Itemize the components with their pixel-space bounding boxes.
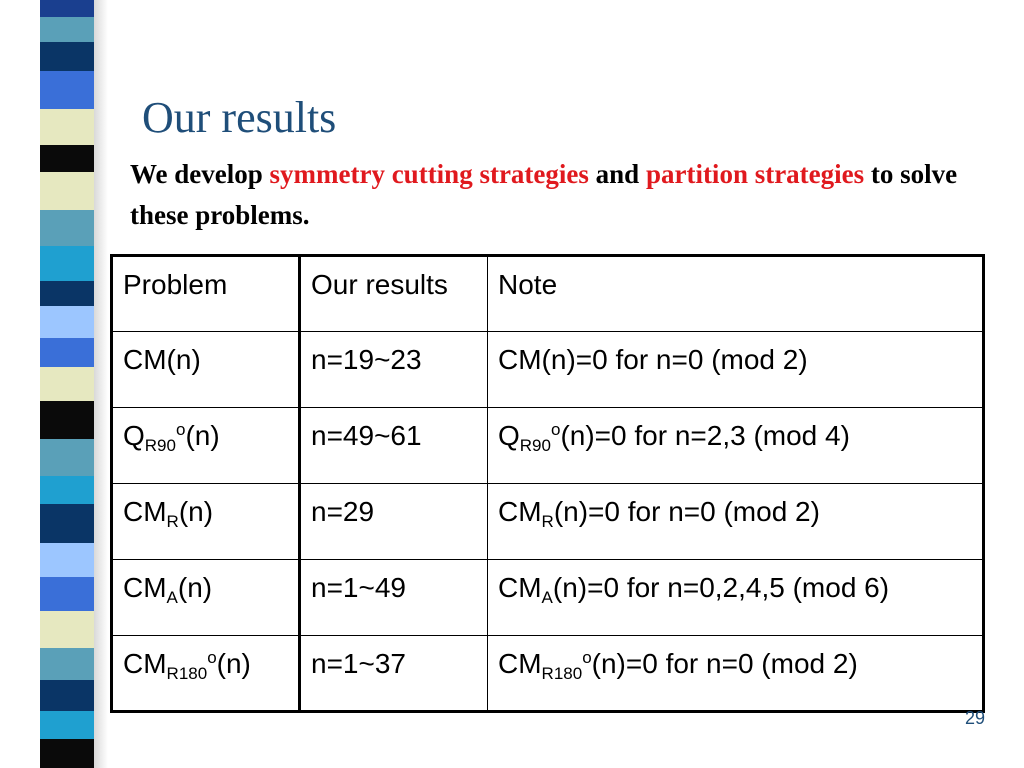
strip-block: [40, 577, 94, 611]
cell-note-sub: A: [541, 588, 553, 607]
cell-problem: [112, 332, 300, 408]
intro-highlight-2: partition strategies: [645, 159, 865, 189]
strip-block: [40, 680, 94, 711]
header-note: Note: [488, 256, 984, 332]
cell-note-base: CM(n)=0 for n=0 (mod 2): [498, 344, 808, 375]
cell-problem: [112, 484, 300, 560]
cell-problem-sub: R180: [166, 664, 208, 683]
cell-note-sub: R: [541, 512, 554, 531]
intro-paragraph: [130, 154, 960, 236]
strip-block: [40, 711, 94, 740]
strip-block: [40, 281, 94, 306]
cell-note-tail: (n)=0 for n=0 (mod 2): [553, 496, 820, 527]
strip-block: [40, 543, 94, 577]
cell-result: n=19~23: [300, 332, 488, 408]
table-row: [112, 560, 984, 636]
cell-note-sub: R90: [519, 436, 551, 455]
table-row: [112, 484, 984, 560]
cell-problem-base: Q: [123, 420, 145, 451]
decorative-strip: [0, 0, 108, 768]
slide-title: Our results: [142, 93, 337, 142]
strip-block: [40, 71, 94, 109]
header-our-results: Our results: [300, 256, 488, 332]
cell-note-tail: (n)=0 for n=0 (mod 2): [591, 648, 858, 679]
strip-block: [40, 401, 94, 439]
cell-problem: [112, 560, 300, 636]
cell-note-base: CM: [498, 496, 542, 527]
cell-problem-sub: A: [166, 588, 178, 607]
strip-block: [40, 367, 94, 401]
cell-problem-tail: (n): [185, 420, 220, 451]
table-header-row: [112, 256, 984, 332]
cell-note-tail: (n)=0 for n=0,2,4,5 (mod 6): [552, 572, 890, 603]
intro-text-3: to solve these problems.: [130, 159, 958, 230]
cell-problem-tail: (n): [216, 648, 251, 679]
cell-problem: [112, 408, 300, 484]
strip-block: [40, 0, 94, 17]
cell-problem-tail: (n): [178, 496, 214, 527]
table-row: [112, 636, 984, 712]
cell-note-sub: R180: [541, 664, 583, 683]
page-number: 29: [965, 708, 986, 728]
cell-problem-base: CM: [123, 572, 167, 603]
intro-text-1: We develop: [130, 159, 270, 189]
cell-problem-sup: o: [207, 648, 217, 667]
cell-note: [488, 560, 984, 636]
table-row: [112, 332, 984, 408]
cell-result: n=29: [300, 484, 488, 560]
cell-problem-sub: R: [166, 512, 179, 531]
strip-block: [40, 504, 94, 542]
cell-note-base: CM: [498, 572, 542, 603]
decorative-strip-blocks: [40, 0, 94, 768]
strip-block: [40, 172, 94, 210]
strip-block: [40, 476, 94, 505]
strip-block: [40, 306, 94, 338]
cell-problem: [112, 636, 300, 712]
header-problem: Problem: [112, 256, 300, 332]
strip-block: [40, 109, 94, 145]
cell-note-sup: o: [550, 420, 561, 439]
cell-note: [488, 332, 984, 408]
intro-text-2: and: [588, 159, 646, 189]
strip-block: [40, 611, 94, 647]
cell-problem-sup: o: [175, 420, 186, 439]
cell-problem-tail: (n): [177, 572, 213, 603]
table-row: [112, 408, 984, 484]
cell-note: [488, 636, 984, 712]
cell-problem-base: CM: [123, 496, 167, 527]
decorative-strip-shadow: [94, 0, 108, 768]
cell-note: [488, 408, 984, 484]
intro-highlight-1: symmetry cutting strategies: [269, 159, 589, 189]
results-table: [110, 254, 985, 713]
strip-block: [40, 17, 94, 42]
cell-problem-sub: R90: [144, 436, 176, 455]
cell-result: n=1~37: [300, 636, 488, 712]
cell-problem-base: CM: [123, 648, 167, 679]
strip-block: [40, 145, 94, 172]
cell-result: n=1~49: [300, 560, 488, 636]
cell-note-base: CM: [498, 648, 542, 679]
results-table-body: [112, 256, 984, 712]
cell-result: n=49~61: [300, 408, 488, 484]
strip-block: [40, 42, 94, 71]
cell-note: [488, 484, 984, 560]
strip-block: [40, 439, 94, 475]
cell-note-base: Q: [498, 420, 520, 451]
cell-note-tail: (n)=0 for n=2,3 (mod 4): [560, 420, 850, 451]
cell-note-sup: o: [582, 648, 592, 667]
strip-block: [40, 739, 94, 768]
strip-block: [40, 648, 94, 680]
strip-block: [40, 338, 94, 367]
cell-problem-base: CM(n): [123, 344, 201, 375]
strip-block: [40, 246, 94, 280]
strip-block: [40, 210, 94, 246]
